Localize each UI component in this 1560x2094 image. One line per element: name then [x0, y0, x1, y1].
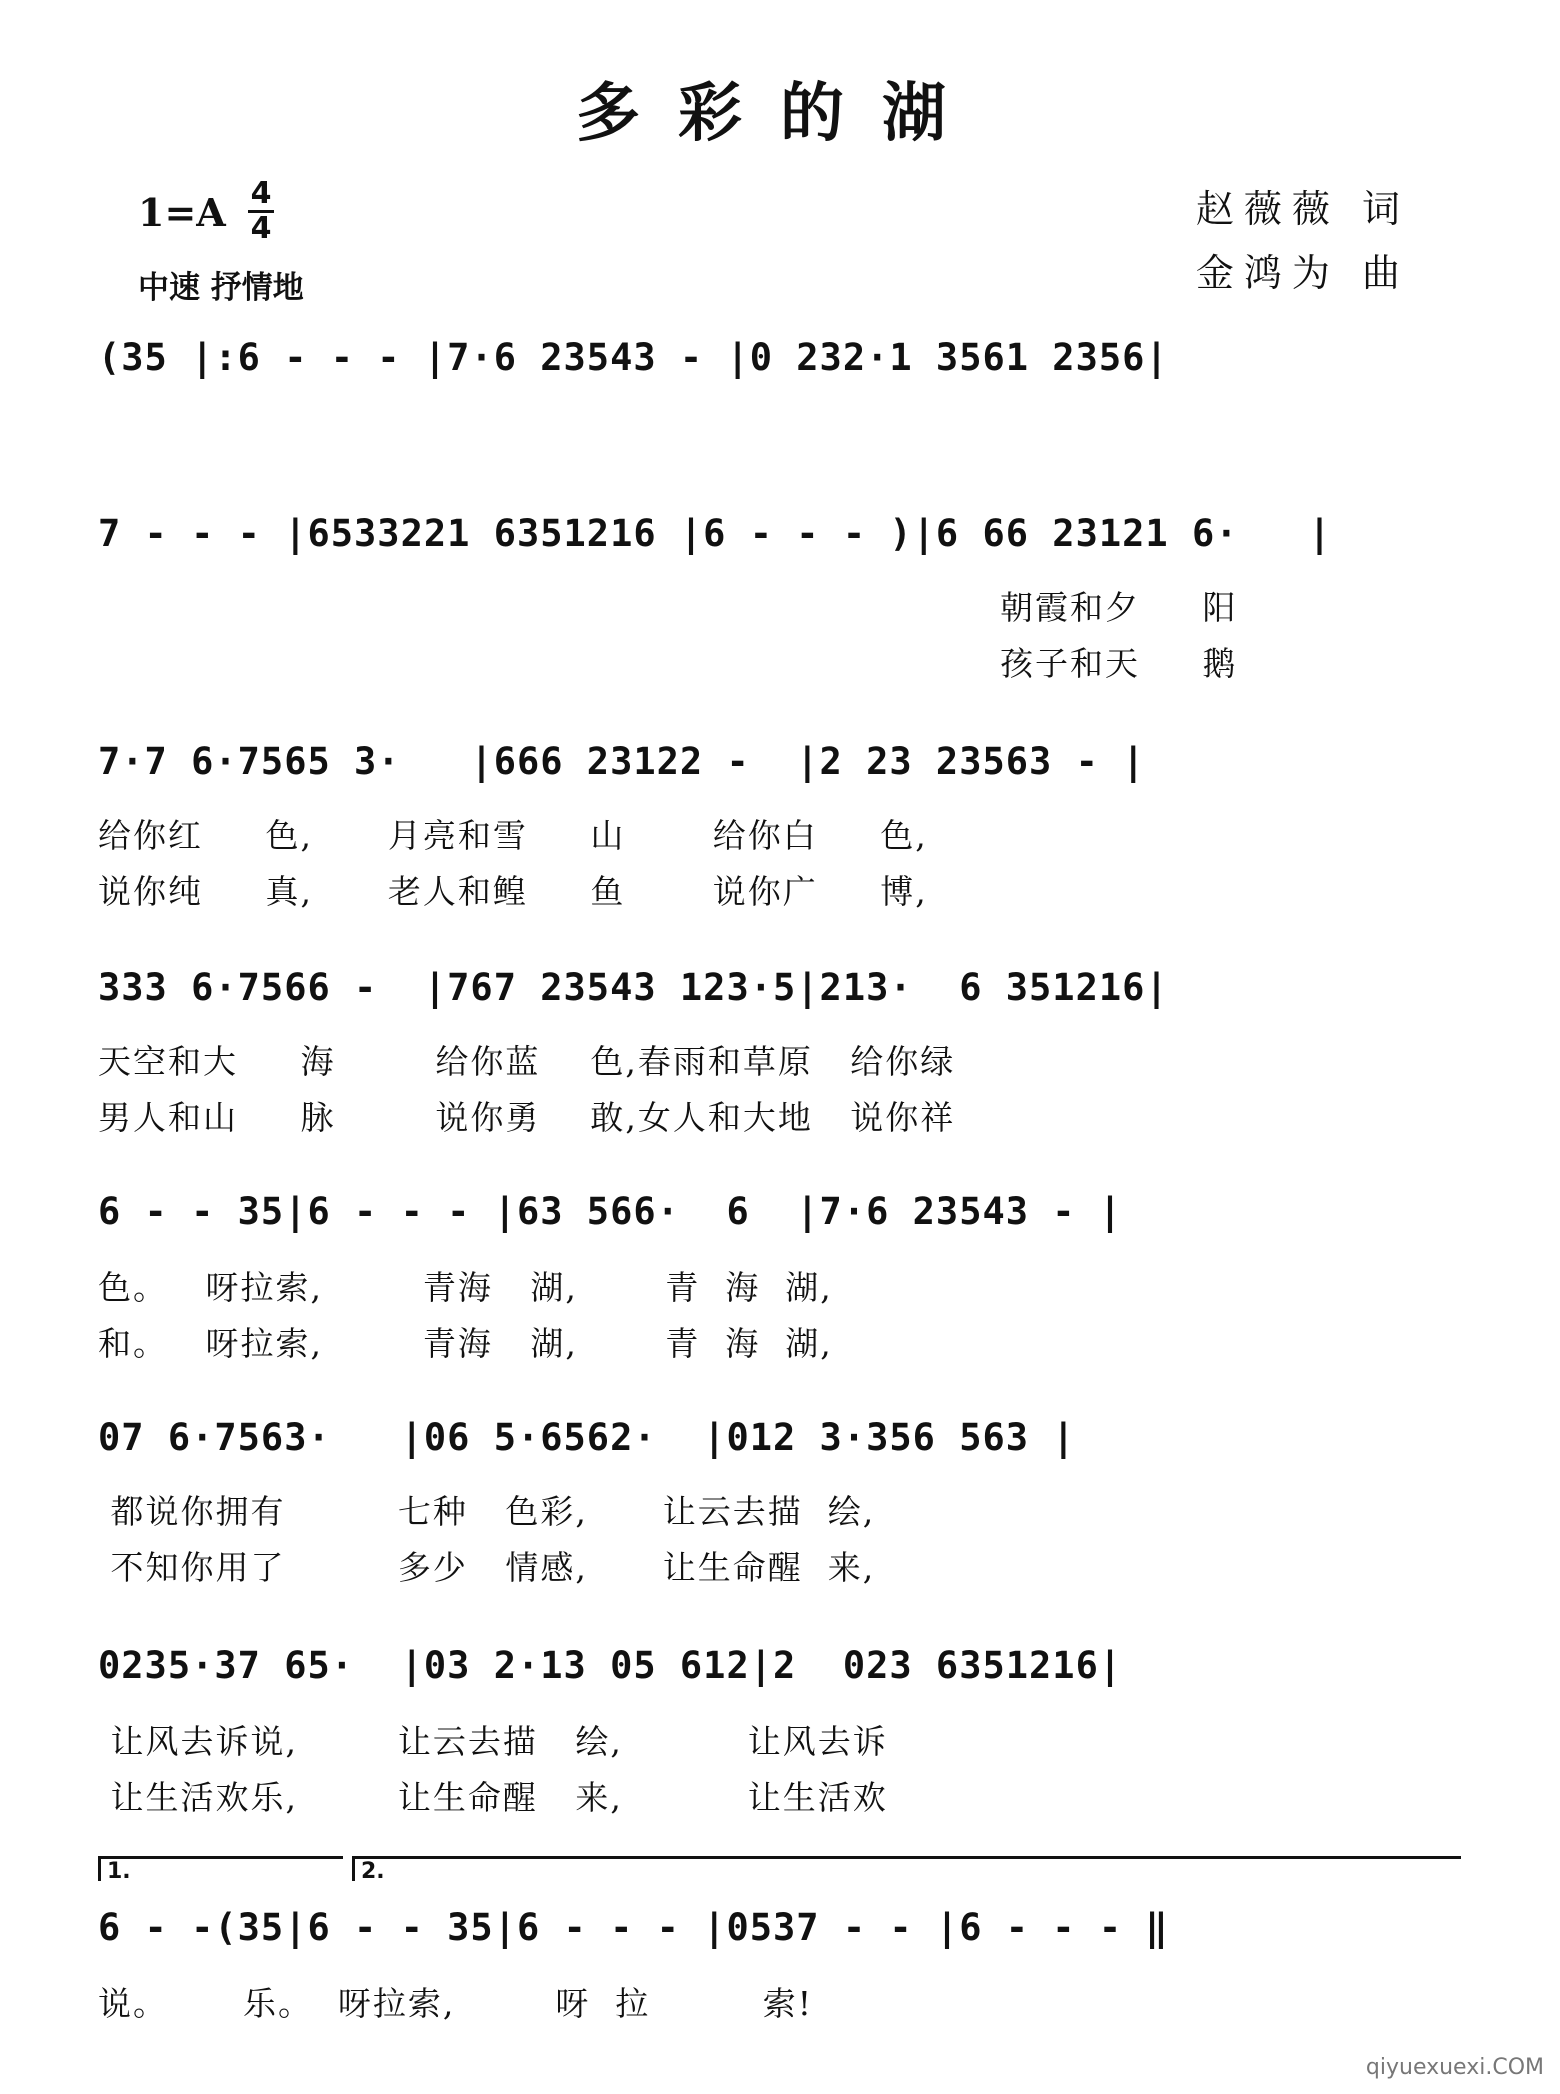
notation-line-4: 333 6·7566 - |767 23543 123·5|213· 6 351216|: [98, 966, 1169, 1009]
lyrics-line-2-verse-2: 孩子和天 鹅: [1000, 644, 1238, 683]
lyricist-credit: 赵薇薇 词: [1195, 187, 1410, 231]
song-title: 多彩的湖: [576, 76, 984, 151]
lyrics-line-4-verse-1: 天空和大 海 给你蓝 色,春雨和草原 给你绿: [98, 1042, 956, 1081]
lyrics-line-5-verse-2: 和。 呀拉索, 青海 湖, 青 海 湖,: [98, 1324, 833, 1363]
time-denominator: 4: [250, 211, 272, 246]
volta-bracket-1: 1.: [98, 1856, 343, 1881]
time-signature: [248, 178, 274, 245]
notation-line-7: 0235·37 65· |03 2·13 05 612|2 023 6351216|: [98, 1644, 1123, 1687]
composer-credit: 金鸿为 曲: [1195, 251, 1410, 295]
watermark: qiyuexuexi.COM: [1365, 2055, 1544, 2080]
key-signature: 1=A: [138, 190, 226, 235]
notation-line-6: 07 6·7563· |06 5·6562· |012 3·356 563 |: [98, 1416, 1076, 1459]
notation-line-5: 6 - - 35|6 - - - |63 566· 6 |7·6 23543 - |: [98, 1190, 1123, 1233]
lyrics-line-5-verse-1: 色。 呀拉索, 青海 湖, 青 海 湖,: [98, 1268, 833, 1307]
lyrics-line-3-verse-1: 给你红 色, 月亮和雪 山 给你白 色,: [98, 816, 928, 855]
lyrics-line-4-verse-2: 男人和山 脉 说你勇 敢,女人和大地 说你祥: [98, 1098, 956, 1137]
lyrics-line-6-verse-1: 都说你拥有 七种 色彩, 让云去描 绘,: [98, 1492, 876, 1531]
lyrics-line-7-verse-2: 让生活欢乐, 让生命醒 来, 让生活欢: [98, 1778, 888, 1817]
notation-line-3: 7·7 6·7565 3· |666 23122 - |2 23 23563 - |: [98, 740, 1146, 783]
lyrics-line-7-verse-1: 让风去诉说, 让云去描 绘, 让风去诉: [98, 1722, 888, 1761]
notation-line-2: 7 - - - |6533221 6351216 |6 - - - )|6 66 23121 6· |: [98, 512, 1332, 555]
lyrics-line-3-verse-2: 说你纯 真, 老人和鳇 鱼 说你广 博,: [98, 872, 928, 911]
lyrics-line-6-verse-2: 不知你用了 多少 情感, 让生命醒 来,: [98, 1548, 876, 1587]
time-numerator: 4: [250, 176, 272, 211]
notation-line-8: 6 - -(35|6 - - 35|6 - - - |0537 - - |6 - - - ‖: [98, 1906, 1169, 1949]
lyrics-line-2-verse-1: 朝霞和夕 阳: [1000, 588, 1238, 627]
lyrics-line-8-verse-1: 说。 乐。 呀拉索, 呀 拉 索!: [98, 1984, 813, 2023]
notation-line-1: (35 |:6 - - - |7·6 23543 - |0 232·1 3561 2356|: [98, 336, 1169, 379]
tempo-marking: 中速 抒情地: [138, 270, 304, 306]
volta-bracket-2: 2.: [352, 1856, 1461, 1881]
